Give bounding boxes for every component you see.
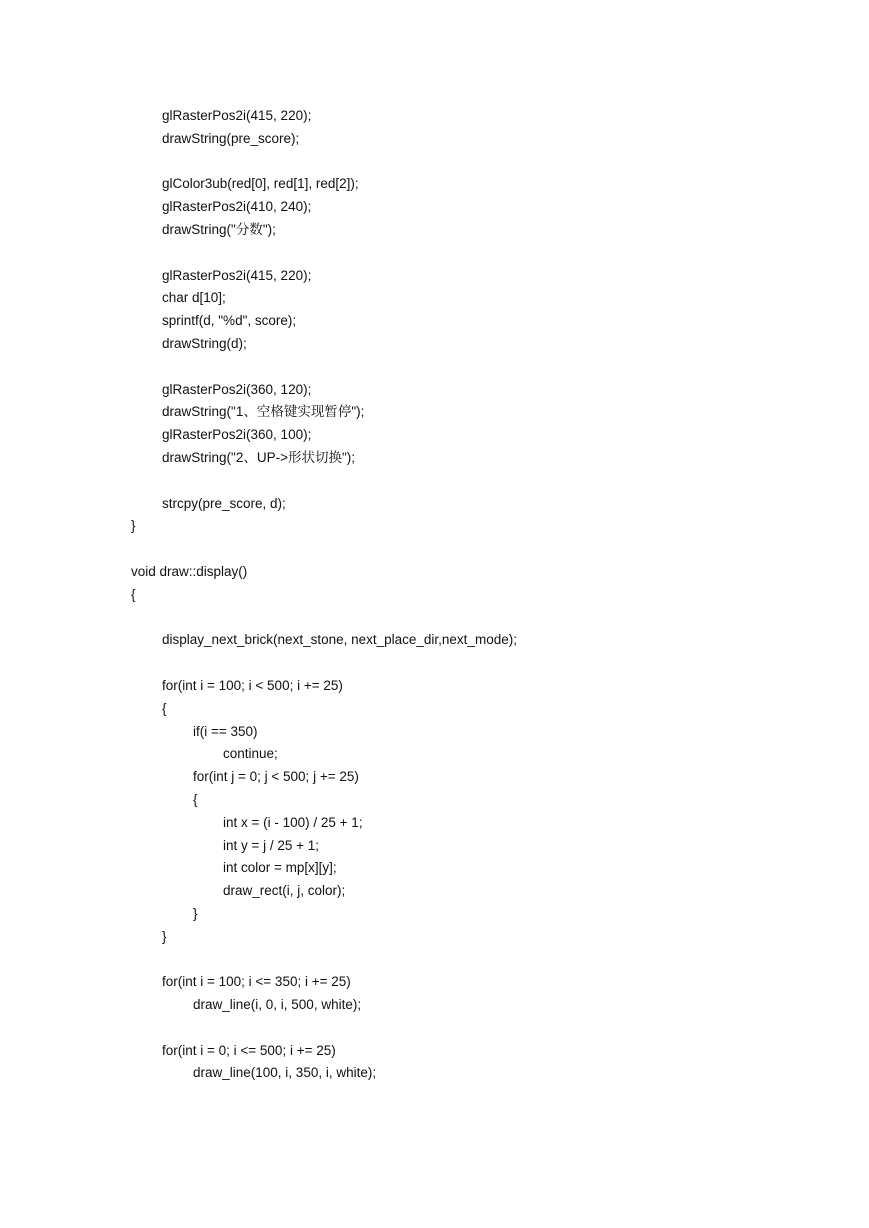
code-line: int color = mp[x][y]; [223,860,337,876]
code-line: } [193,905,198,921]
code-line: for(int i = 0; i <= 500; i += 25) [162,1042,336,1058]
code-line: for(int i = 100; i < 500; i += 25) [162,677,343,693]
code-line: for(int i = 100; i <= 350; i += 25) [162,974,351,990]
blank-line [131,242,831,265]
code-line: drawString(d); [162,335,247,351]
code-line: int y = j / 25 + 1; [223,837,320,853]
code-line: if(i == 350) [193,723,258,739]
code-line: char d[10]; [162,290,226,306]
code-line: drawString("1、空格键实现暂停"); [162,404,365,420]
code-line: draw_line(100, i, 350, i, white); [193,1065,377,1081]
code-line: strcpy(pre_score, d); [162,495,286,511]
code-line: glRasterPos2i(415, 220); [162,108,312,123]
code-line: } [162,928,167,944]
code-line: draw_rect(i, j, color); [223,883,346,899]
code-line: } [131,518,136,534]
code-line: glColor3ub(red[0], red[1], red[2]); [162,176,359,192]
code-listing [131,105,831,1085]
code-line: drawString(pre_score); [162,130,300,146]
code-line: drawString("2、UP->形状切换"); [162,449,355,465]
blank-line [131,652,831,675]
blank-line [131,538,831,561]
code-line: glRasterPos2i(360, 120); [162,381,312,397]
code-line: display_next_brick(next_stone, next_place_dir,next_mode); [162,632,517,648]
blank-line [131,1017,831,1040]
blank-line [131,948,831,971]
code-line: draw_line(i, 0, i, 500, white); [193,997,362,1013]
code-line: for(int j = 0; j < 500; j += 25) [193,769,359,785]
code-line: sprintf(d, "%d", score); [162,313,297,329]
blank-line [131,470,831,493]
code-line: void draw::display() [131,563,248,579]
code-line: continue; [223,746,278,762]
code-line: { [162,700,167,716]
code-line: drawString("分数"); [162,221,276,237]
blank-line [131,356,831,379]
blank-line [131,607,831,630]
code-line: glRasterPos2i(410, 240); [162,199,312,215]
code-line: { [131,586,136,602]
code-line: { [193,791,198,807]
code-line: int x = (i - 100) / 25 + 1; [223,814,363,830]
blank-line [131,151,831,174]
code-line: glRasterPos2i(415, 220); [162,267,312,283]
code-line: glRasterPos2i(360, 100); [162,427,312,443]
